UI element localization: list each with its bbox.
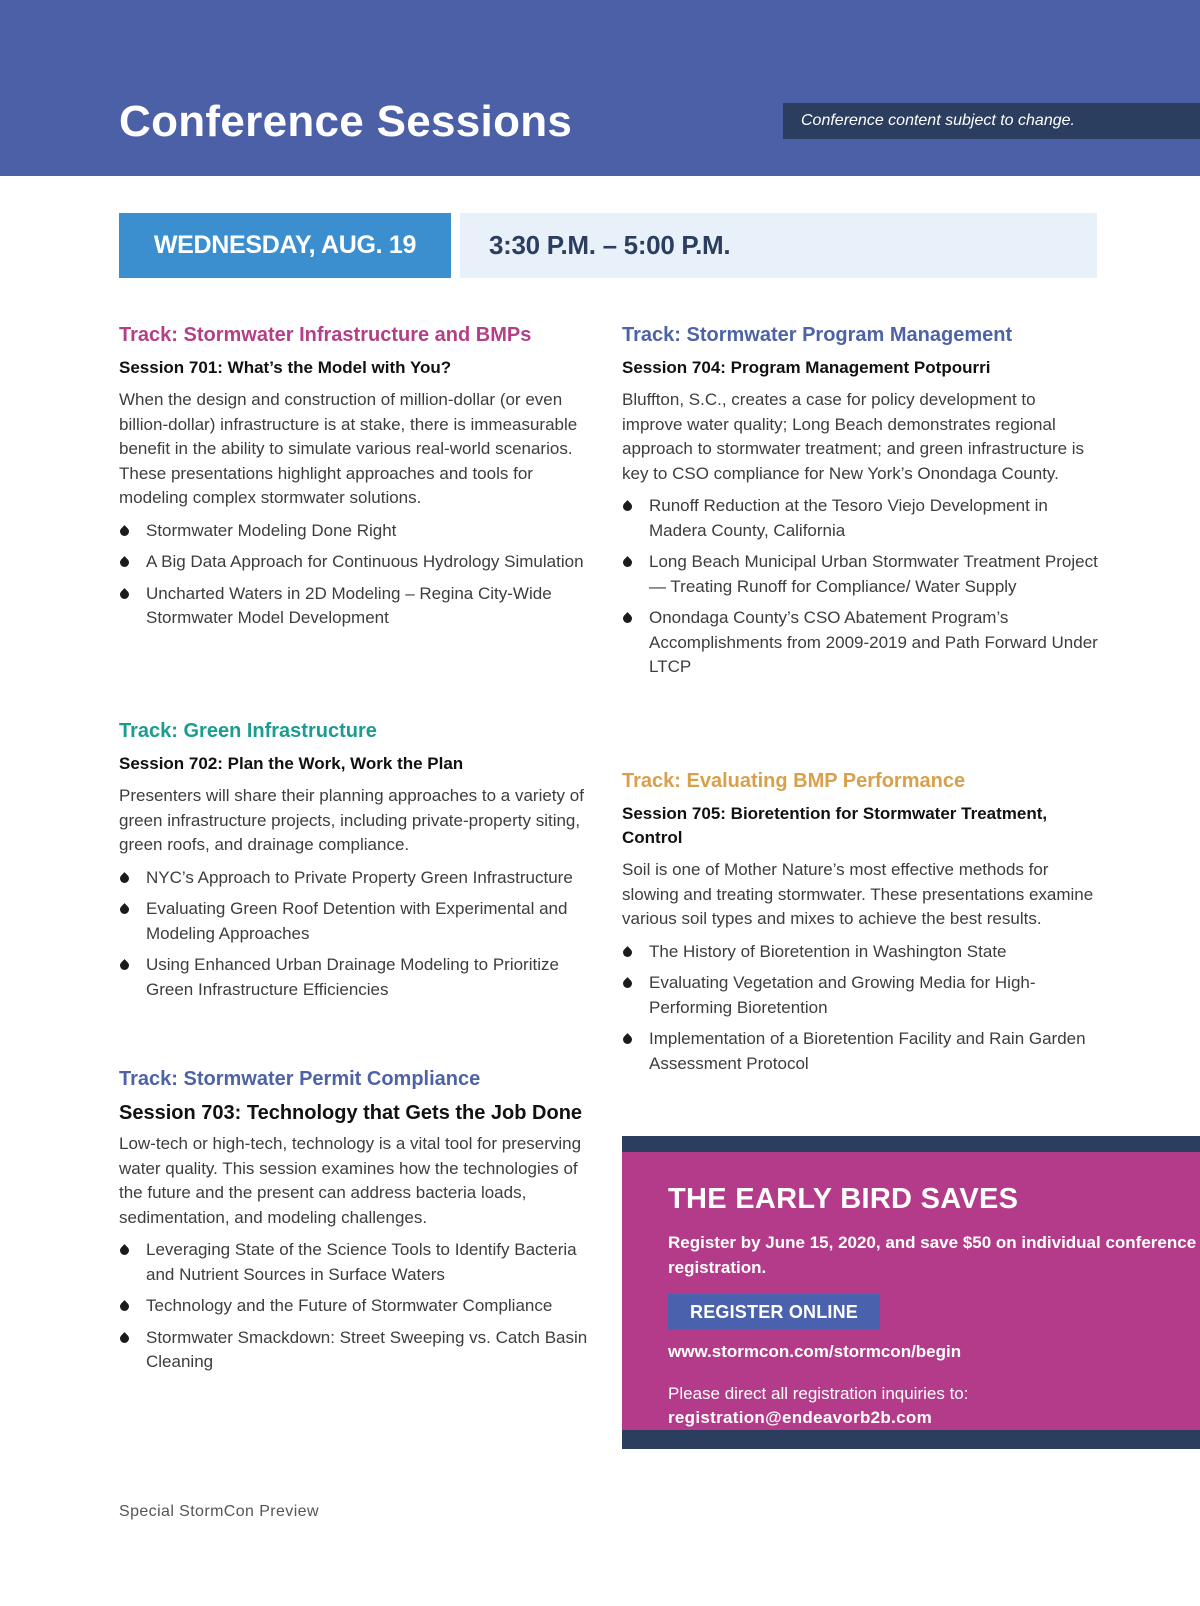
water-drop-icon: [118, 903, 131, 916]
track-title: Track: Stormwater Permit Compliance: [119, 1068, 481, 1090]
session-description: Low-tech or high-tech, technology is a vital tool for preserving water quality. This session examines how the technologies of the future and the present can address bacteria loads, sedimentation, and modeling challenges.: [119, 1134, 582, 1227]
talk-item: [119, 953, 599, 1002]
talk-item: [119, 1294, 599, 1319]
track-block-bmp-performance: [622, 768, 1100, 1083]
talk-item: [119, 582, 599, 631]
talk-item: [119, 519, 599, 544]
track-block-program-management: [622, 322, 1100, 687]
session-title: Session 702: Plan the Work, Work the Plan: [119, 754, 464, 773]
talk-item: [622, 940, 1100, 965]
session-time: 3:30 P.M. – 5:00 P.M.: [460, 213, 1097, 278]
talk-item: [119, 866, 599, 891]
promo-bottom-bar: [622, 1430, 1200, 1449]
register-online-button[interactable]: REGISTER ONLINE: [668, 1294, 880, 1330]
talk-title: Using Enhanced Urban Drainage Modeling to Prioritize Green Infrastructure Efficiencies: [146, 955, 559, 999]
talk-item: [119, 897, 599, 946]
talk-list: [622, 494, 1100, 680]
session-description: Bluffton, S.C., creates a case for policy development to improve water quality; Long Beach demonstrates regional approach to stormwater treatment; and green infrastructure is key to CSO compliance for New York’s Onondaga County.: [622, 390, 1085, 483]
talk-title: Onondaga County’s CSO Abatement Program’s Accomplishments from 2009-2019 and Path Forward Under LTCP: [649, 608, 1098, 676]
talk-title: Implementation of a Bioretention Facility and Rain Garden Assessment Protocol: [649, 1029, 1086, 1073]
promo-heading: THE EARLY BIRD SAVES: [668, 1183, 1019, 1215]
track-title: Track: Evaluating BMP Performance: [622, 770, 966, 792]
page-title: Conference Sessions: [119, 97, 573, 146]
water-drop-icon: [118, 959, 131, 972]
water-drop-icon: [118, 525, 131, 538]
early-bird-promo: [622, 1152, 1200, 1430]
registration-email-link[interactable]: registration@endeavorb2b.com: [668, 1408, 932, 1427]
track-title: Track: Stormwater Program Management: [622, 324, 1013, 346]
water-drop-icon: [118, 1244, 131, 1257]
water-drop-icon: [621, 500, 634, 513]
water-drop-icon: [118, 588, 131, 601]
page-header: [0, 0, 1200, 176]
track-block-permit-compliance: [119, 1066, 599, 1382]
talk-item: [119, 550, 599, 575]
talk-title: The History of Bioretention in Washington State: [649, 941, 1007, 961]
session-title: Session 701: What’s the Model with You?: [119, 358, 452, 377]
talk-item: [119, 1326, 599, 1375]
registration-url-link[interactable]: www.stormcon.com/stormcon/begin: [668, 1342, 962, 1361]
talk-title: Long Beach Municipal Urban Stormwater Treatment Project — Treating Runoff for Compliance/ Water Supply: [649, 552, 1098, 596]
talk-title: Evaluating Green Roof Detention with Experimental and Modeling Approaches: [146, 899, 568, 943]
water-drop-icon: [621, 612, 634, 625]
talk-title: Leveraging State of the Science Tools to Identify Bacteria and Nutrient Sources in Surface Waters: [146, 1240, 577, 1284]
session-title: Session 703: Technology that Gets the Job Done: [119, 1102, 583, 1124]
water-drop-icon: [118, 1332, 131, 1345]
talk-list: [119, 519, 599, 631]
talk-item: [622, 1027, 1100, 1076]
water-drop-icon: [118, 1300, 131, 1313]
talk-title: A Big Data Approach for Continuous Hydrology Simulation: [146, 552, 584, 571]
talk-item: [622, 494, 1100, 543]
talk-list: [119, 1238, 599, 1375]
content-change-notice: Conference content subject to change.: [783, 103, 1200, 139]
inquiry-text: Please direct all registration inquiries to:: [668, 1384, 969, 1403]
water-drop-icon: [621, 946, 634, 959]
talk-item: [119, 1238, 599, 1287]
page-footer: Special StormCon Preview: [119, 1503, 319, 1520]
talk-list: [622, 940, 1100, 1077]
session-title: Session 705: Bioretention for Stormwater Treatment, Control: [622, 804, 1048, 847]
talk-list: [119, 866, 599, 1003]
talk-title: NYC’s Approach to Private Property Green Infrastructure: [146, 867, 573, 887]
track-block-green-infrastructure: [119, 718, 599, 1009]
talk-title: Evaluating Vegetation and Growing Media for High-Performing Bioretention: [649, 973, 1036, 1017]
session-title: Session 704: Program Management Potpourri: [622, 358, 991, 377]
track-block-infrastructure: [119, 322, 599, 638]
track-title: Track: Green Infrastructure: [119, 720, 377, 742]
talk-item: [622, 550, 1100, 599]
water-drop-icon: [621, 977, 634, 990]
water-drop-icon: [118, 556, 131, 569]
session-day: WEDNESDAY, AUG. 19: [119, 213, 451, 278]
water-drop-icon: [621, 556, 634, 569]
session-description: Presenters will share their planning approaches to a variety of green infrastructure projects, including private-property siting, green roofs, and drainage compliance.: [119, 786, 584, 854]
talk-title: Technology and the Future of Stormwater Compliance: [146, 1296, 553, 1315]
talk-item: [622, 606, 1100, 680]
promo-top-bar: [622, 1136, 1200, 1152]
session-description: When the design and construction of million-dollar (or even billion-dollar) infrastructure is at stake, there is immeasurable benefit in the ability to simulate various real-world scenarios. These presentations highlight approaches and tools for modeling complex stormwater solutions.: [119, 390, 578, 507]
water-drop-icon: [621, 1033, 634, 1046]
talk-title: Stormwater Modeling Done Right: [146, 520, 397, 540]
promo-text: Register by June 15, 2020, and save $50 on individual conference registration.: [668, 1233, 1197, 1277]
talk-title: Uncharted Waters in 2D Modeling – Regina City-Wide Stormwater Model Development: [146, 583, 552, 627]
track-title: Track: Stormwater Infrastructure and BMPs: [119, 324, 532, 346]
water-drop-icon: [118, 872, 131, 885]
talk-title: Stormwater Smackdown: Street Sweeping vs. Catch Basin Cleaning: [146, 1327, 588, 1371]
talk-item: [622, 971, 1100, 1020]
talk-title: Runoff Reduction at the Tesoro Viejo Development in Madera County, California: [649, 496, 1048, 540]
session-description: Soil is one of Mother Nature’s most effective methods for slowing and treating stormwater. These presentations examine various soil types and mixes to achieve the best results.: [622, 860, 1094, 928]
